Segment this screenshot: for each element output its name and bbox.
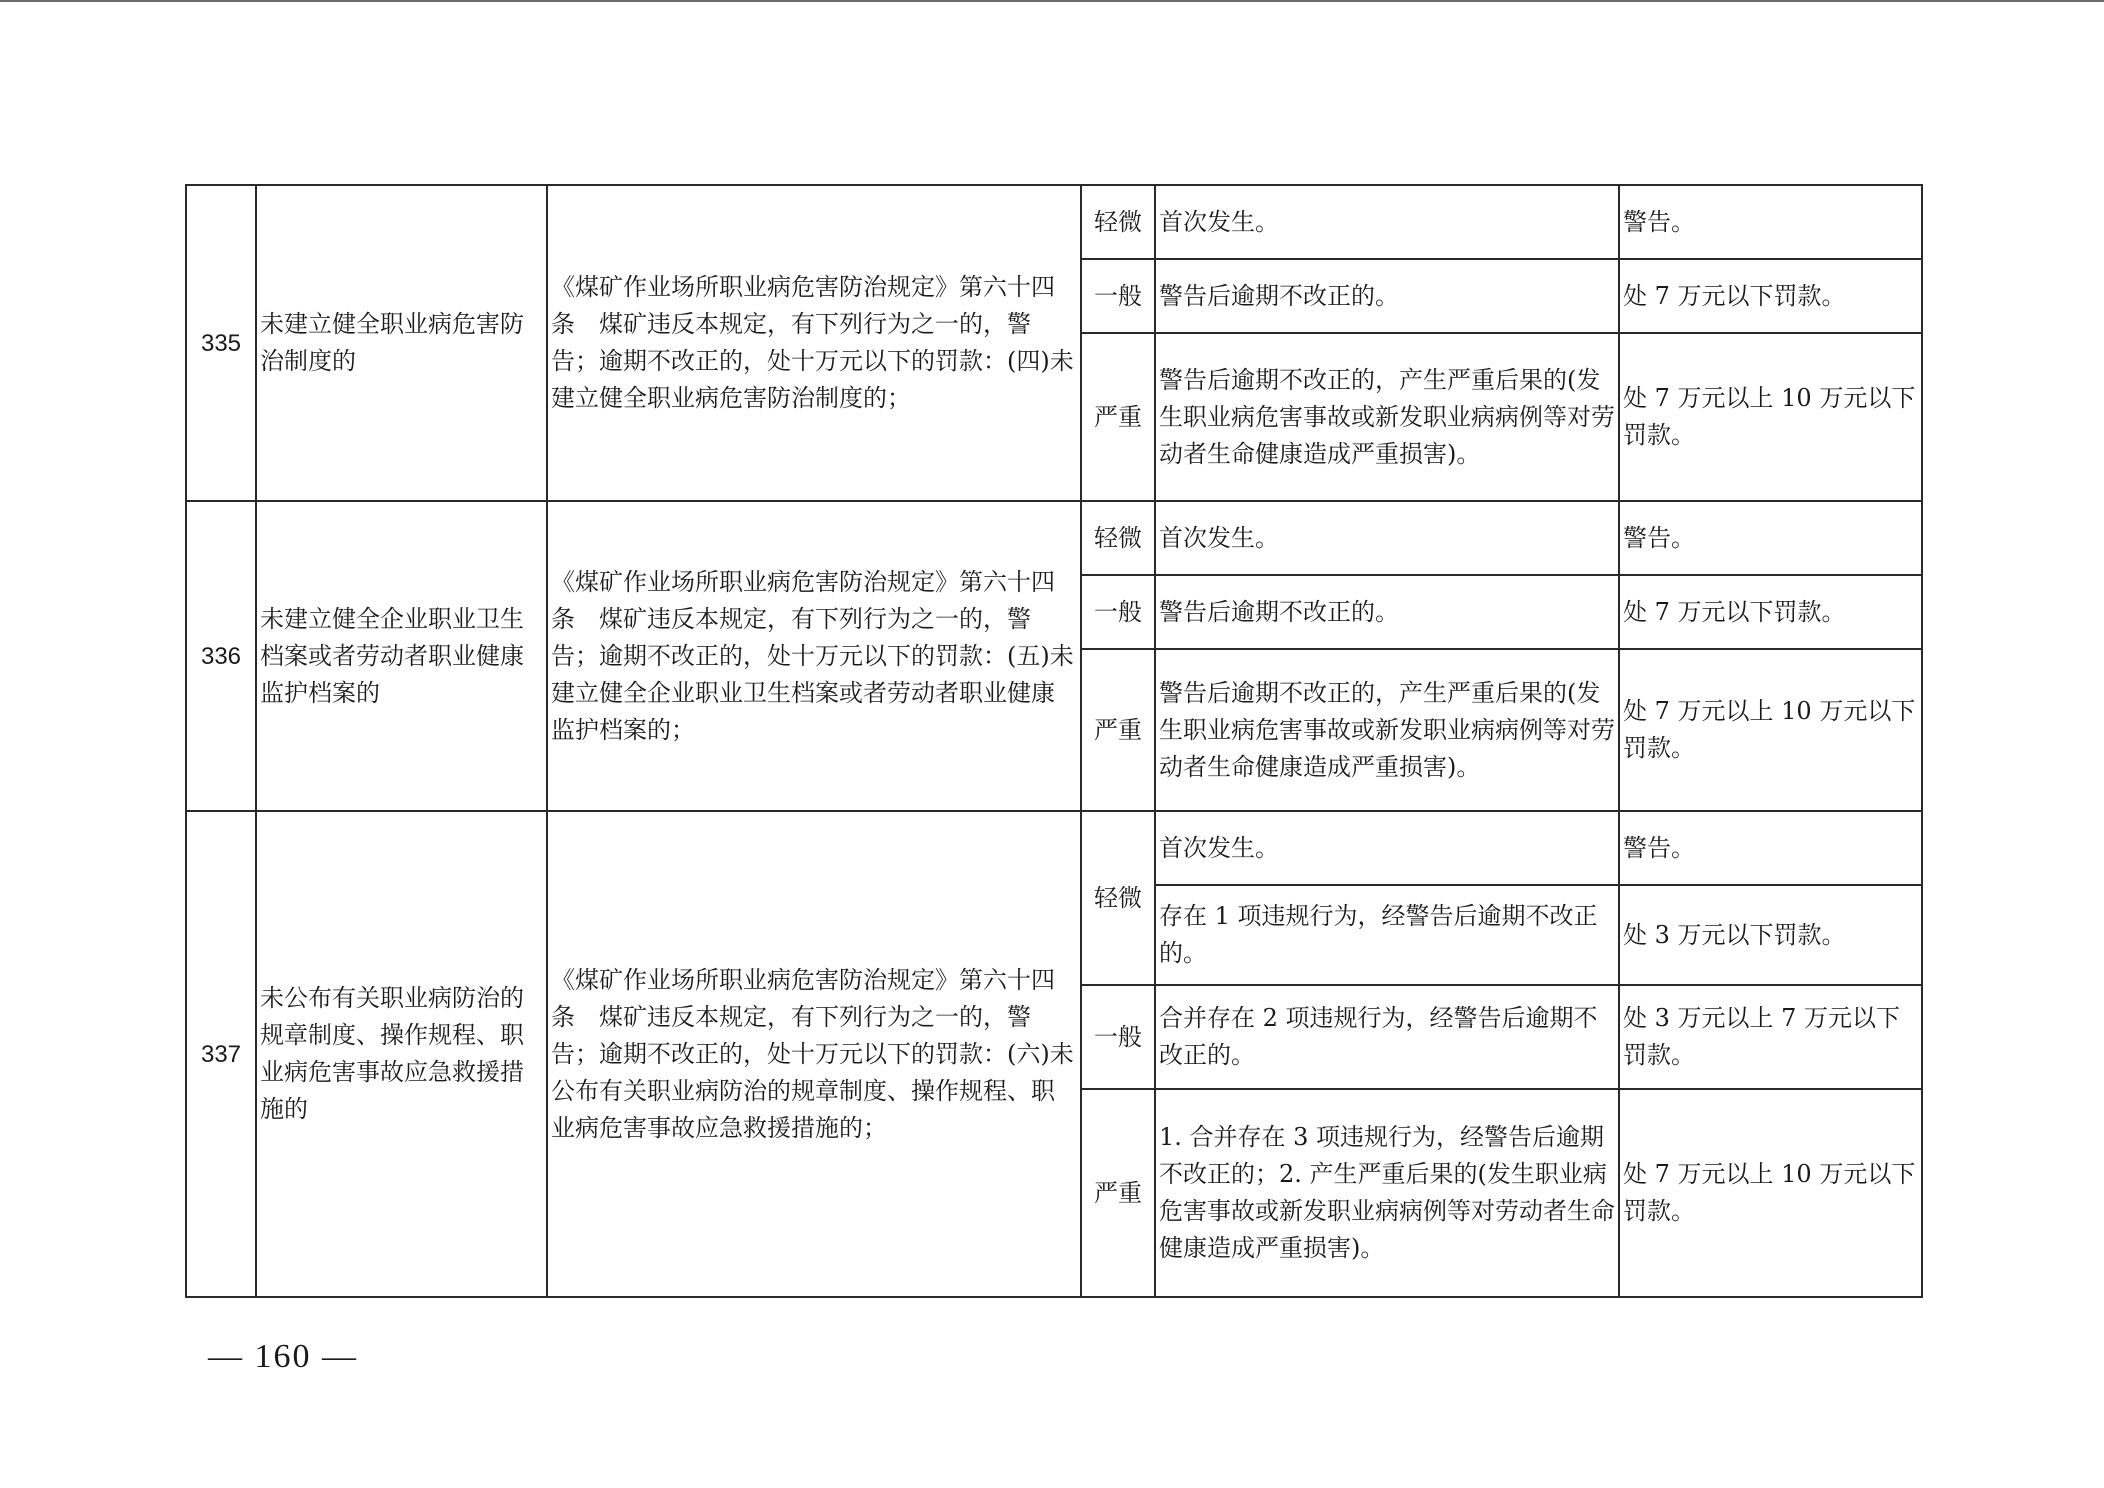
penalty-standard: 警告。	[1619, 811, 1922, 885]
severity-level: 轻微	[1081, 185, 1155, 259]
penalty-standard: 处 7 万元以上 10 万元以下罚款。	[1619, 333, 1922, 501]
circumstance: 首次发生。	[1155, 185, 1619, 259]
legal-basis: 《煤矿作业场所职业病危害防治规定》第六十四条 煤矿违反本规定，有下列行为之一的，警告；逾期不改正的，处十万元以下的罚款：(四)未建立健全职业病危害防治制度的；	[547, 185, 1081, 501]
severity-level: 严重	[1081, 649, 1155, 811]
severity-level: 一般	[1081, 575, 1155, 649]
page-top-rule	[0, 0, 2104, 2]
item-number: 336	[186, 501, 256, 811]
penalty-standard: 处 7 万元以下罚款。	[1619, 259, 1922, 333]
circumstance: 合并存在 2 项违规行为，经警告后逾期不改正的。	[1155, 985, 1619, 1089]
circumstance: 首次发生。	[1155, 811, 1619, 885]
page-number: — 160 —	[208, 1338, 358, 1375]
circumstance: 1. 合并存在 3 项违规行为，经警告后逾期不改正的；2. 产生严重后果的(发生职业病危害事故或新发职业病病例等对劳动者生命健康造成严重损害)。	[1155, 1089, 1619, 1297]
legal-basis: 《煤矿作业场所职业病危害防治规定》第六十四条 煤矿违反本规定，有下列行为之一的，警告；逾期不改正的，处十万元以下的罚款：(六)未公布有关职业病防治的规章制度、操作规程、职业病危害事故应急救援措施的；	[547, 811, 1081, 1297]
penalty-discretion-table	[185, 184, 1923, 1298]
severity-level: 轻微	[1081, 501, 1155, 575]
table-row	[186, 185, 1922, 259]
violation-behavior: 未建立健全企业职业卫生档案或者劳动者职业健康监护档案的	[256, 501, 547, 811]
circumstance: 警告后逾期不改正的。	[1155, 259, 1619, 333]
table-row	[186, 501, 1922, 575]
severity-level: 一般	[1081, 985, 1155, 1089]
item-number: 335	[186, 185, 256, 501]
item-number: 337	[186, 811, 256, 1297]
severity-level: 严重	[1081, 1089, 1155, 1297]
penalty-standard: 警告。	[1619, 501, 1922, 575]
violation-behavior: 未建立健全职业病危害防治制度的	[256, 185, 547, 501]
severity-level: 一般	[1081, 259, 1155, 333]
circumstance: 首次发生。	[1155, 501, 1619, 575]
circumstance: 警告后逾期不改正的，产生严重后果的(发生职业病危害事故或新发职业病病例等对劳动者生命健康造成严重损害)。	[1155, 333, 1619, 501]
circumstance: 存在 1 项违规行为，经警告后逾期不改正的。	[1155, 885, 1619, 985]
penalty-standard: 处 7 万元以下罚款。	[1619, 575, 1922, 649]
table-row	[186, 811, 1922, 885]
circumstance: 警告后逾期不改正的，产生严重后果的(发生职业病危害事故或新发职业病病例等对劳动者生命健康造成严重损害)。	[1155, 649, 1619, 811]
penalty-standard: 警告。	[1619, 185, 1922, 259]
legal-basis: 《煤矿作业场所职业病危害防治规定》第六十四条 煤矿违反本规定，有下列行为之一的，警告；逾期不改正的，处十万元以下的罚款：(五)未建立健全企业职业卫生档案或者劳动者职业健康监护档案的；	[547, 501, 1081, 811]
severity-level: 严重	[1081, 333, 1155, 501]
penalty-standard: 处 3 万元以上 7 万元以下罚款。	[1619, 985, 1922, 1089]
severity-level: 轻微	[1081, 811, 1155, 985]
penalty-standard: 处 7 万元以上 10 万元以下罚款。	[1619, 1089, 1922, 1297]
violation-behavior: 未公布有关职业病防治的规章制度、操作规程、职业病危害事故应急救援措施的	[256, 811, 547, 1297]
penalty-standard: 处 3 万元以下罚款。	[1619, 885, 1922, 985]
penalty-standard: 处 7 万元以上 10 万元以下罚款。	[1619, 649, 1922, 811]
circumstance: 警告后逾期不改正的。	[1155, 575, 1619, 649]
